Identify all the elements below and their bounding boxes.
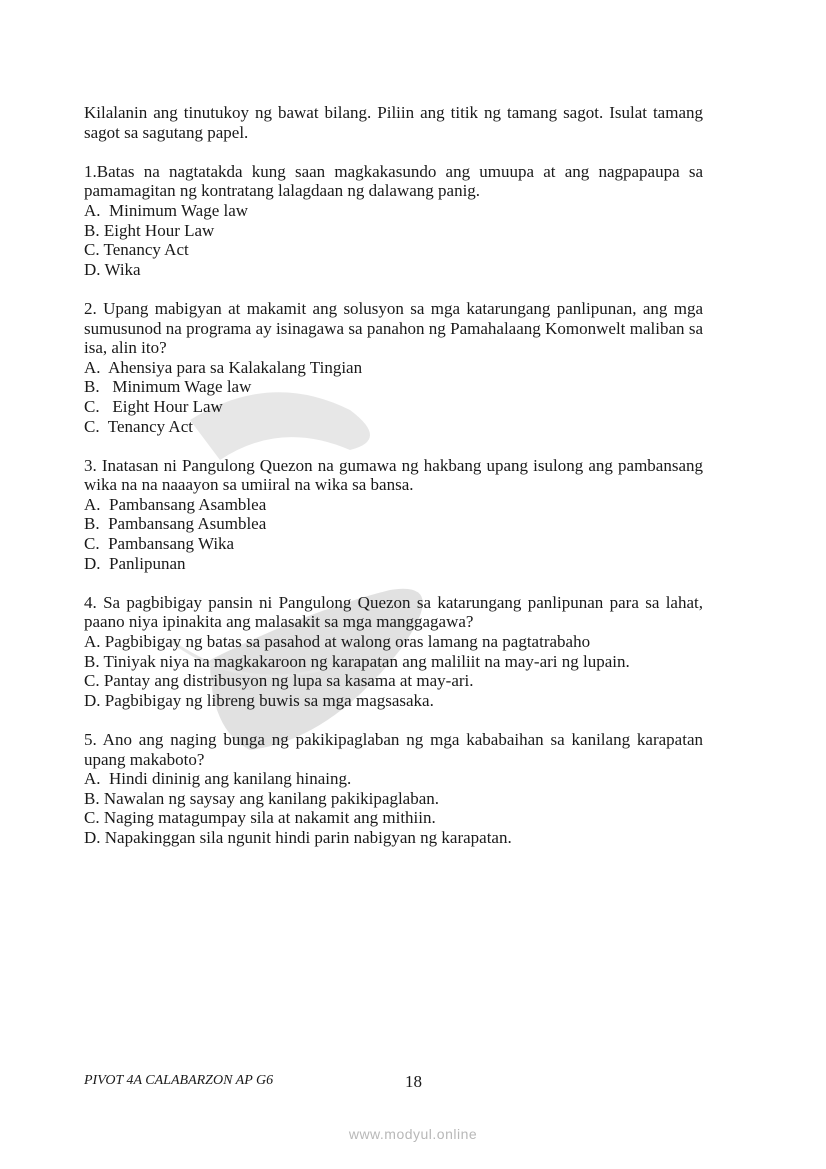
- option: D. Panlipunan: [84, 553, 186, 573]
- option: A. Minimum Wage law: [84, 200, 249, 220]
- option: B. Tiniyak niya na magkakaroon ng karapatan ang maliliit na may-ari ng lupain.: [84, 651, 630, 671]
- option: B. Eight Hour Law: [84, 220, 215, 240]
- option: C. Naging matagumpay sila at nakamit ang mithiin.: [84, 808, 436, 828]
- option: D. Pagbibigay ng libreng buwis sa mga magsasaka.: [84, 690, 434, 710]
- document-body: [84, 103, 703, 848]
- question-text: 3. Inatasan ni Pangulong Quezon na gumawa ng hakbang upang isulong ang pambansang wika na na naaayon sa umiiral na wika sa bansa.: [84, 455, 703, 495]
- footer-title: PIVOT 4A CALABARZON AP G6: [84, 1073, 274, 1088]
- question-1: [84, 162, 703, 280]
- option: B. Minimum Wage law: [84, 377, 252, 397]
- option: C. Tenancy Act: [84, 240, 189, 260]
- option: D. Wika: [84, 259, 141, 279]
- option: C. Pambansang Wika: [84, 534, 235, 554]
- option: A. Hindi dininig ang kanilang hinaing.: [84, 769, 352, 789]
- option: B. Pambansang Asumblea: [84, 514, 267, 534]
- question-5: [84, 730, 703, 848]
- page-number: 18: [405, 1072, 422, 1091]
- option: C. Tenancy Act: [84, 416, 193, 436]
- option: A. Ahensiya para sa Kalakalang Tingian: [84, 357, 363, 377]
- question-4: [84, 593, 703, 711]
- question-text: 4. Sa pagbibigay pansin ni Pangulong Quezon sa katarungang panlipunan para sa lahat, paano niya ipinakita ang malasakit sa mga manggagawa?: [84, 592, 703, 632]
- option: D. Napakinggan sila ngunit hindi parin nabigyan ng karapatan.: [84, 827, 512, 847]
- option: C. Pantay ang distribusyon ng lupa sa kasama at may-ari.: [84, 671, 474, 691]
- instructions: Kilalanin ang tinutukoy ng bawat bilang. Piliin ang titik ng tamang sagot. Isulat tamang sagot sa sagutang papel.: [84, 103, 703, 142]
- question-text: 2. Upang mabigyan at makamit ang solusyon sa mga katarungang panlipunan, ang mga sumusunod na programa ay isinagawa sa panahon ng Pamahalaang Komonwelt maliban sa isa, alin ito?: [84, 298, 703, 358]
- option: A. Pambansang Asamblea: [84, 494, 267, 514]
- option: B. Nawalan ng saysay ang kanilang pakikipaglaban.: [84, 788, 440, 808]
- question-2: [84, 299, 703, 436]
- question-text: 1.Batas na nagtatakda kung saan magkakasundo ang umuupa at ang nagpapaupa sa pamamagitan ng kontratang lalagdaan ng dalawang panig.: [84, 161, 703, 201]
- option: C. Eight Hour Law: [84, 396, 223, 416]
- question-3: [84, 456, 703, 574]
- question-text: 5. Ano ang naging bunga ng pakikipaglaban ng mga kababaihan sa kanilang karapatan upang makaboto?: [84, 730, 703, 769]
- website-watermark: www.modyul.online: [348, 1126, 478, 1142]
- option: A. Pagbibigay ng batas sa pasahod at walong oras lamang na pagtatrabaho: [84, 632, 591, 652]
